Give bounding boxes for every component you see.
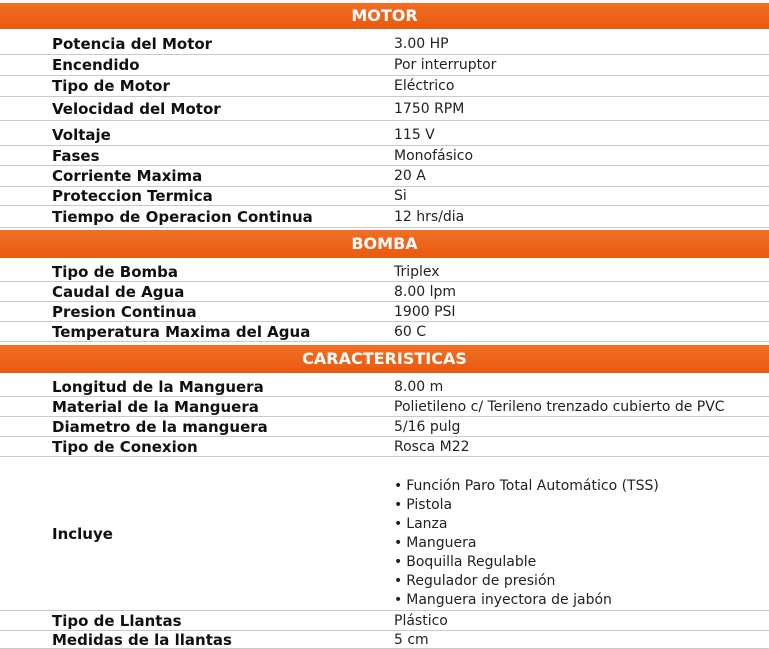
spec-row-diametro-de-la-manguera bbox=[0, 417, 769, 437]
includes-list-item bbox=[394, 572, 659, 591]
spec-value: Monofásico bbox=[394, 148, 474, 164]
spec-row-temperatura-maxima-del-agua bbox=[0, 322, 769, 342]
bullet-icon: • bbox=[394, 554, 403, 570]
spec-row-proteccion-termica bbox=[0, 187, 769, 206]
spec-row-voltaje bbox=[0, 125, 769, 146]
includes-list-item bbox=[394, 591, 659, 610]
includes-list-item bbox=[394, 496, 659, 515]
spec-value: 60 C bbox=[394, 324, 427, 340]
spec-value: Por interruptor bbox=[394, 57, 497, 73]
spec-value: 12 hrs/dia bbox=[394, 209, 465, 225]
includes-item-text: Boquilla Regulable bbox=[406, 554, 537, 570]
spec-row-corriente-maxima bbox=[0, 166, 769, 187]
includes-item-text: Manguera inyectora de jabón bbox=[406, 592, 612, 608]
bullet-icon: • bbox=[394, 478, 403, 494]
spec-value: 20 A bbox=[394, 168, 426, 184]
spec-label: Velocidad del Motor bbox=[52, 100, 221, 118]
spec-label: Voltaje bbox=[52, 126, 111, 144]
spec-row-fases bbox=[0, 146, 769, 166]
spec-row-material-de-la-manguera bbox=[0, 397, 769, 417]
spec-label: Temperatura Maxima del Agua bbox=[52, 323, 311, 341]
spec-row-velocidad-del-motor bbox=[0, 97, 769, 121]
spec-value: 5/16 pulg bbox=[394, 419, 461, 435]
spec-row-caudal-de-agua bbox=[0, 282, 769, 302]
spec-label: Fases bbox=[52, 147, 100, 165]
spec-row-tipo-de-motor bbox=[0, 76, 769, 97]
spec-row-incluye bbox=[0, 457, 769, 611]
spec-row-medidas-de-la-llantas bbox=[0, 631, 769, 649]
spec-label: Longitud de la Manguera bbox=[52, 378, 264, 396]
section-header-caracteristicas: CARACTERISTICAS bbox=[0, 345, 769, 373]
spec-label: Tipo de Conexion bbox=[52, 438, 198, 456]
spec-label: Diametro de la manguera bbox=[52, 418, 268, 436]
bullet-icon: • bbox=[394, 592, 403, 608]
includes-item-text: Lanza bbox=[406, 516, 448, 532]
spec-value: Rosca M22 bbox=[394, 439, 470, 455]
includes-list-item bbox=[394, 553, 659, 572]
spec-label: Material de la Manguera bbox=[52, 398, 259, 416]
includes-list-item bbox=[394, 515, 659, 534]
spec-label: Tipo de Motor bbox=[52, 77, 170, 95]
spec-label: Proteccion Termica bbox=[52, 187, 213, 205]
includes-list-item bbox=[394, 534, 659, 553]
section-header-motor: MOTOR bbox=[0, 3, 769, 29]
bullet-icon: • bbox=[394, 497, 403, 513]
spec-value: Si bbox=[394, 188, 407, 204]
section-header-bomba: BOMBA bbox=[0, 230, 769, 258]
spec-value: 8.00 lpm bbox=[394, 284, 457, 300]
bullet-icon: • bbox=[394, 516, 403, 532]
spec-value: Eléctrico bbox=[394, 78, 455, 94]
spec-label: Encendido bbox=[52, 56, 140, 74]
spec-row-presion-continua bbox=[0, 302, 769, 322]
spec-label: Medidas de la llantas bbox=[52, 631, 232, 649]
bullet-icon: • bbox=[394, 535, 403, 551]
spec-label: Tipo de Bomba bbox=[52, 263, 178, 281]
spec-value: Triplex bbox=[394, 264, 440, 280]
spec-row-tipo-de-conexion bbox=[0, 437, 769, 457]
spec-label: Presion Continua bbox=[52, 303, 197, 321]
spec-label: Tiempo de Operacion Continua bbox=[52, 208, 313, 226]
spec-label: Corriente Maxima bbox=[52, 167, 203, 185]
spec-value: 1900 PSI bbox=[394, 304, 456, 320]
spec-label: Incluye bbox=[52, 525, 113, 543]
spec-row-tipo-de-bomba bbox=[0, 262, 769, 282]
spec-value: 3.00 HP bbox=[394, 36, 449, 52]
spec-row-tiempo-de-operacion-continua bbox=[0, 206, 769, 228]
spec-row-encendido bbox=[0, 55, 769, 76]
bullet-icon: • bbox=[394, 573, 403, 589]
includes-item-text: Regulador de presión bbox=[406, 573, 556, 589]
spec-label: Potencia del Motor bbox=[52, 35, 213, 53]
spec-value: 5 cm bbox=[394, 632, 429, 648]
spec-value: Plástico bbox=[394, 613, 448, 629]
spec-label: Tipo de Llantas bbox=[52, 612, 182, 630]
includes-item-text: Función Paro Total Automático (TSS) bbox=[406, 478, 659, 494]
spec-row-longitud-de-la-manguera bbox=[0, 377, 769, 397]
spec-value: 1750 RPM bbox=[394, 101, 465, 117]
spec-row-tipo-de-llantas bbox=[0, 611, 769, 631]
includes-list bbox=[394, 477, 659, 610]
spec-row-potencia-del-motor bbox=[0, 33, 769, 55]
spec-value: 115 V bbox=[394, 127, 435, 143]
spec-label: Caudal de Agua bbox=[52, 283, 185, 301]
spec-value: 8.00 m bbox=[394, 379, 444, 395]
includes-item-text: Pistola bbox=[406, 497, 453, 513]
includes-item-text: Manguera bbox=[406, 535, 477, 551]
spec-value: Polietileno c/ Terileno trenzado cubierto de PVC bbox=[394, 399, 725, 415]
includes-list-item bbox=[394, 477, 659, 496]
